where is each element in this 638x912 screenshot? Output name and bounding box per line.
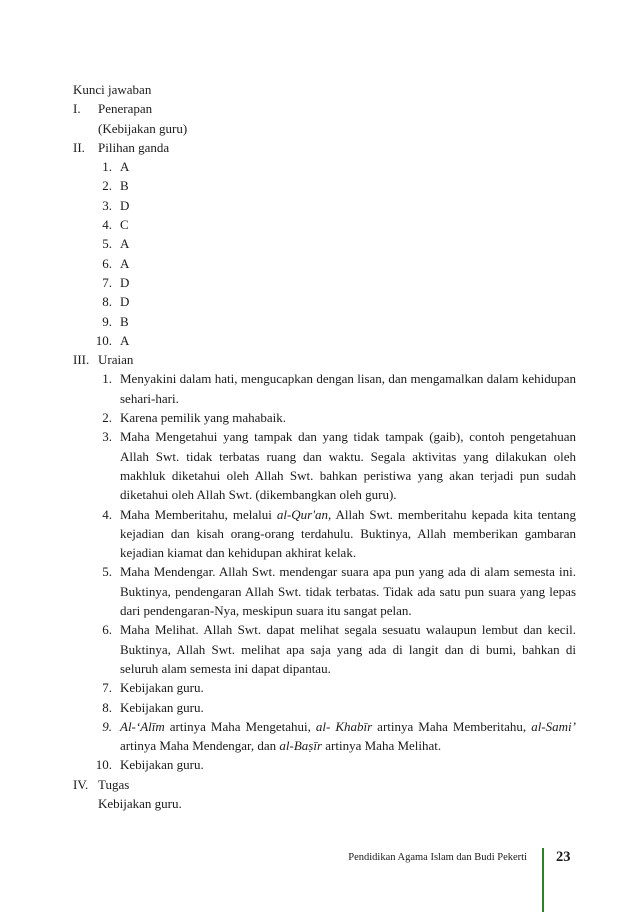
section-title: Pilihan ganda (98, 139, 170, 155)
section-1-text: (Kebijakan guru) (98, 120, 188, 136)
page-footer (0, 848, 638, 912)
list-item: 10. A (95, 332, 130, 348)
list-item: 6. A (102, 255, 130, 271)
page-number: 23 (556, 849, 571, 865)
list-item: 4. Maha Memberitahu, melalui al-Qur'an, Allah Swt. memberitahu kepada kita tentang kejadian dan kisah orang-orang terdahulu. Buktinya, Allah memberikan gambaran kejadian kiamat dan kehidupan akhirat kelak. (102, 506, 576, 561)
list-item: 8. Kebijakan guru. (102, 699, 204, 715)
list-item: 5. A (102, 236, 130, 252)
essay-answer-list (73, 369, 576, 774)
section-2-heading (73, 138, 576, 157)
multiple-choice-list (73, 157, 576, 350)
list-item: 6. Maha Melihat. Allah Swt. dapat melihat segala sesuatu walaupun lembut dan kecil. Buktinya, Allah Swt. melihat apa saja yang ada di langit dan di bumi, bahkan di seluruh alam semesta ini dapat dipantau. (102, 622, 576, 676)
answer-key (73, 80, 576, 813)
list-item: 9. B (102, 313, 129, 329)
heading: Kunci jawaban (73, 82, 152, 97)
list-item: 1. Menyakini dalam hati, mengucapkan dengan lisan, dan mengamalkan dalam kehidupan sehari-hari. (102, 371, 576, 406)
list-item: 3. D (102, 197, 130, 213)
section-title: Uraian (98, 352, 134, 368)
list-item: 7. D (102, 274, 130, 290)
list-item: 7. Kebijakan guru. (102, 680, 204, 696)
section-1-heading (73, 99, 576, 118)
list-item: 2. Karena pemilik yang mahabaik. (102, 410, 287, 426)
section-numeral: IV. (73, 776, 89, 792)
list-item: 1. A (102, 159, 130, 175)
list-item: 2. B (102, 178, 129, 194)
list-item: 10. Kebijakan guru. (95, 757, 204, 773)
list-item: 5. Maha Mendengar. Allah Swt. mendengar suara apa pun yang ada di alam semesta ini. Buktinya, pendengaran Allah Swt. tidak terbatas. Tidak ada satu pun suara yang lepas dari pendengaran-Nya, meskipun suara itu sangat pelan. (102, 564, 576, 619)
book-title: Pendidikan Agama Islam dan Budi Pekerti (348, 852, 527, 863)
list-item: 4. C (102, 217, 129, 233)
footer-divider (542, 848, 544, 912)
section-numeral: III. (73, 352, 90, 368)
list-item: 9. Al-‘Alīm artinya Maha Mengetahui, al- Khabīr artinya Maha Memberitahu, al-Sami’ artinya Maha Mendengar, dan al-Baṣīr artinya Maha Melihat. (102, 718, 576, 754)
section-title: Tugas (98, 776, 130, 792)
section-numeral: I. (73, 101, 81, 117)
list-item: 8. D (102, 294, 130, 310)
section-title: Penerapan (98, 101, 153, 117)
section-numeral: II. (73, 139, 85, 155)
section-4-text: Kebijakan guru. (98, 795, 182, 811)
section-3-heading (73, 350, 576, 369)
section-4-heading (73, 775, 576, 794)
list-item: 3. Maha Mengetahui yang tampak dan yang tidak tampak (gaib), contoh pengetahuan Allah Swt. tidak terbatas ruang dan waktu. Segala aktivitas yang dilakukan oleh makhluk diketahui oleh Allah Swt. bahkan peristiwa yang akan terjadi pun sudah diketahui oleh Allah Swt. (dikembangkan oleh guru). (102, 429, 576, 503)
